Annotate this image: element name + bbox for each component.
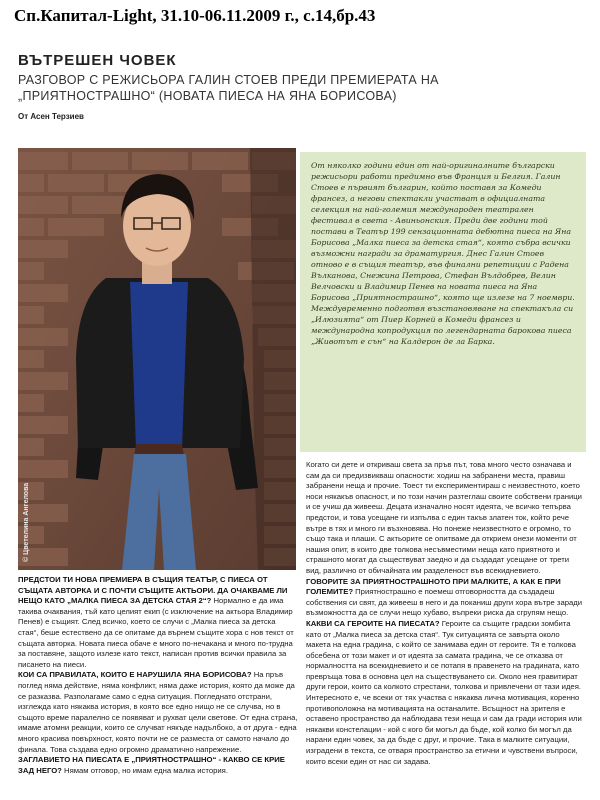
question: КОИ СА ПРАВИЛАТА, КОИТО Е НАРУШИЛА ЯНА БОРИСОВА? bbox=[18, 670, 252, 680]
photo-credit: © Цветелина Ангелова bbox=[23, 482, 30, 562]
intro-text: От няколко години един от най-оригиналните български режисьори работи предимно във Франция и Белгия. Галин Стоев е първият българин, който поставя за Комеди франсез, а негови спектакли участват в официалната селекция на най-големия международен театрален фестивал в света - Авиньонския. Преди две години той постави в Театър 199 сензационната дебютна пиеса на Яна Борисова „Малка пиеса за детска стая“, която събра всички възможни награди за драматургия. Днес Галин Стоев отново е в същия театър, във финални репетиции с Радена Вълканова, Снежина Петрова, Стефан Вълдобрев, Велин Велчовски и Владимир Пенев на новата пиеса на Яна Борисова „Приятнострашно“, която ще излезе на 7 ноември. Междувременно подготвя възстановяване на спектакъла си „Илюзията“ от Пиер Корней в Комеди франсез и международна копродукция по легендарната барокова пиеса „Животът е сън“ на Калдерон де ла Барка. bbox=[311, 161, 575, 346]
article-column-left bbox=[18, 575, 298, 776]
portrait-photo bbox=[18, 148, 296, 570]
answer: На пръв поглед няма действие, няма конфликт, няма даже история, която да може да се разказва. Разполагаме само с една ситуация. Погледнато отстрани, изглежда като някаква история, в която все едно нищо не се случва, но в същото време паралелно се появяват и рухват цели светове. От една страна, имаме атомни реакции, които се случват някъде надълбоко, а от друга - една много красива повърхност, която почти не се разместа от самото начало до финала. Това създава едно огромно драматично напрежение. bbox=[18, 670, 298, 754]
answer: Нормално е да има такива очаквания, тъй като целият екип (с изключение на актьора Владимир Пенев) е същият. След всичко, което се случи с „Малка пиеса за детска стая“, беше естествено да се опитаме да върнем същите хора с нов текст от същата авторка. Новата пиеса обаче е много по-нечакана и много по-трудна за поставяне, защото излезе като текст, написан против всички правила за писането на пиеси. bbox=[18, 596, 294, 669]
paragraph bbox=[306, 619, 586, 767]
paragraph bbox=[18, 755, 298, 776]
byline: От Асен Терзиев bbox=[18, 112, 84, 121]
article-column-right bbox=[306, 460, 586, 767]
article-headline: РАЗГОВОР С РЕЖИСЬОРА ГАЛИН СТОЕВ ПРЕДИ ПРЕМИЕРАТА НА „ПРИЯТНОСТРАШНО“ (НОВАТА ПИЕСА НА ЯНА БОРИСОВА) bbox=[18, 73, 439, 103]
answer: Когато си дете и откриваш света за пръв път, това много често означава и сам да си предизвикваш опасности: ходиш на забранени места, правиш забранени неща и прочие. Тоест ти експериментираш с неизвестното, което носи някакъв опасност, и по този начин разтеглаш своите собствени граници и се учиш да живееш. Децата изначално носят идеята, че всичко тепърва предстои, и това усещане ги изпълва с един такъв златен ток, който рече вътре в тях и много ги възхновява. Но понеже неизвестното е огромно, то също така и плаши. С актьорите се опитваме да открием онези моменти от нашия опит, в които две толкова несъвместими неща като приятното и страшното могат да съществуват заедно и да създадат усещане от трети вид, различно от обичайната им разделеност във всекидневието. bbox=[306, 460, 582, 575]
paragraph bbox=[18, 575, 298, 670]
paragraph bbox=[306, 577, 586, 619]
paragraph bbox=[18, 670, 298, 755]
question: ЗАГЛАВИЕТО НА ПИЕСАТА Е „ПРИЯТНОСТРАШНО“ - КАКВО СЕ КРИЕ ЗАД НЕГО? bbox=[18, 755, 285, 775]
question: ПРЕДСТОИ ТИ НОВА ПРЕМИЕРА В СЪЩИЯ ТЕАТЪР, С ПИЕСА ОТ СЪЩАТА АВТОРКА И С ПОЧТИ СЪЩИТЕ АКТЬОРИ. ДА ОЧАКВАМЕ ЛИ НЕЩО КАТО „МАЛКА ПИЕСА ЗА ДЕТСКА СТАЯ 2“? bbox=[18, 575, 288, 606]
section-rubric: ВЪТРЕШЕН ЧОВЕК bbox=[18, 52, 177, 69]
answer: Приятнострашно е поемеш отговорността да създадеш собствения си свят, да живееш в него и да поканиш други хора вътре заради възможността да се случи нещо хубаво, въпреки риска да сгрупям нещо. bbox=[306, 587, 583, 618]
question: ГОВОРИТЕ ЗА ПРИЯТНОСТРАШНОТО ПРИ МАЛКИТЕ, А КАК Е ПРИ ГОЛЕМИТЕ? bbox=[306, 576, 561, 597]
question: КАКВИ СА ГЕРОИТЕ НА ПИЕСАТА? bbox=[306, 618, 440, 628]
paragraph bbox=[306, 460, 586, 577]
answer: Нямам отговор, но имам една малка история. bbox=[64, 765, 228, 775]
answer: Героите са същите градски зомбита като от „Малка пиеса за детска стая“. Тук ситуацията се завърта около макета на една градина, с който се занимава един от героите. Тя е толкова обсебена от този макет и от идеята за самата градина, че се отказва от нормалността на всекидневието и се потапя в правенето на градината, като превръща това в основна цел на съществуването си. Около нея гравитират други герои, които са колкото стрестани, толкова и привлечени от тази идея. Интересното е, че всеки от тях участва с някаква лична мотивация, коренно противоположна на мотивацията на останалите. Всъщност на зрителя е оставено пространство да наблюдава тези неща и сам да гради история или някакви констелации - кой с кого би могъл да бъде, кой колко би могъл да нарани един човек, за да бъде с друг, и прочие. Така в малките ситуации, изградени в текста, се отваря пространство за етични и чувствени въпроси, които всеки един от нас си задава. bbox=[306, 618, 582, 766]
source-line: Сп.Капитал-Light, 31.10-06.11.2009 г., с.14,бр.43 bbox=[14, 6, 376, 25]
